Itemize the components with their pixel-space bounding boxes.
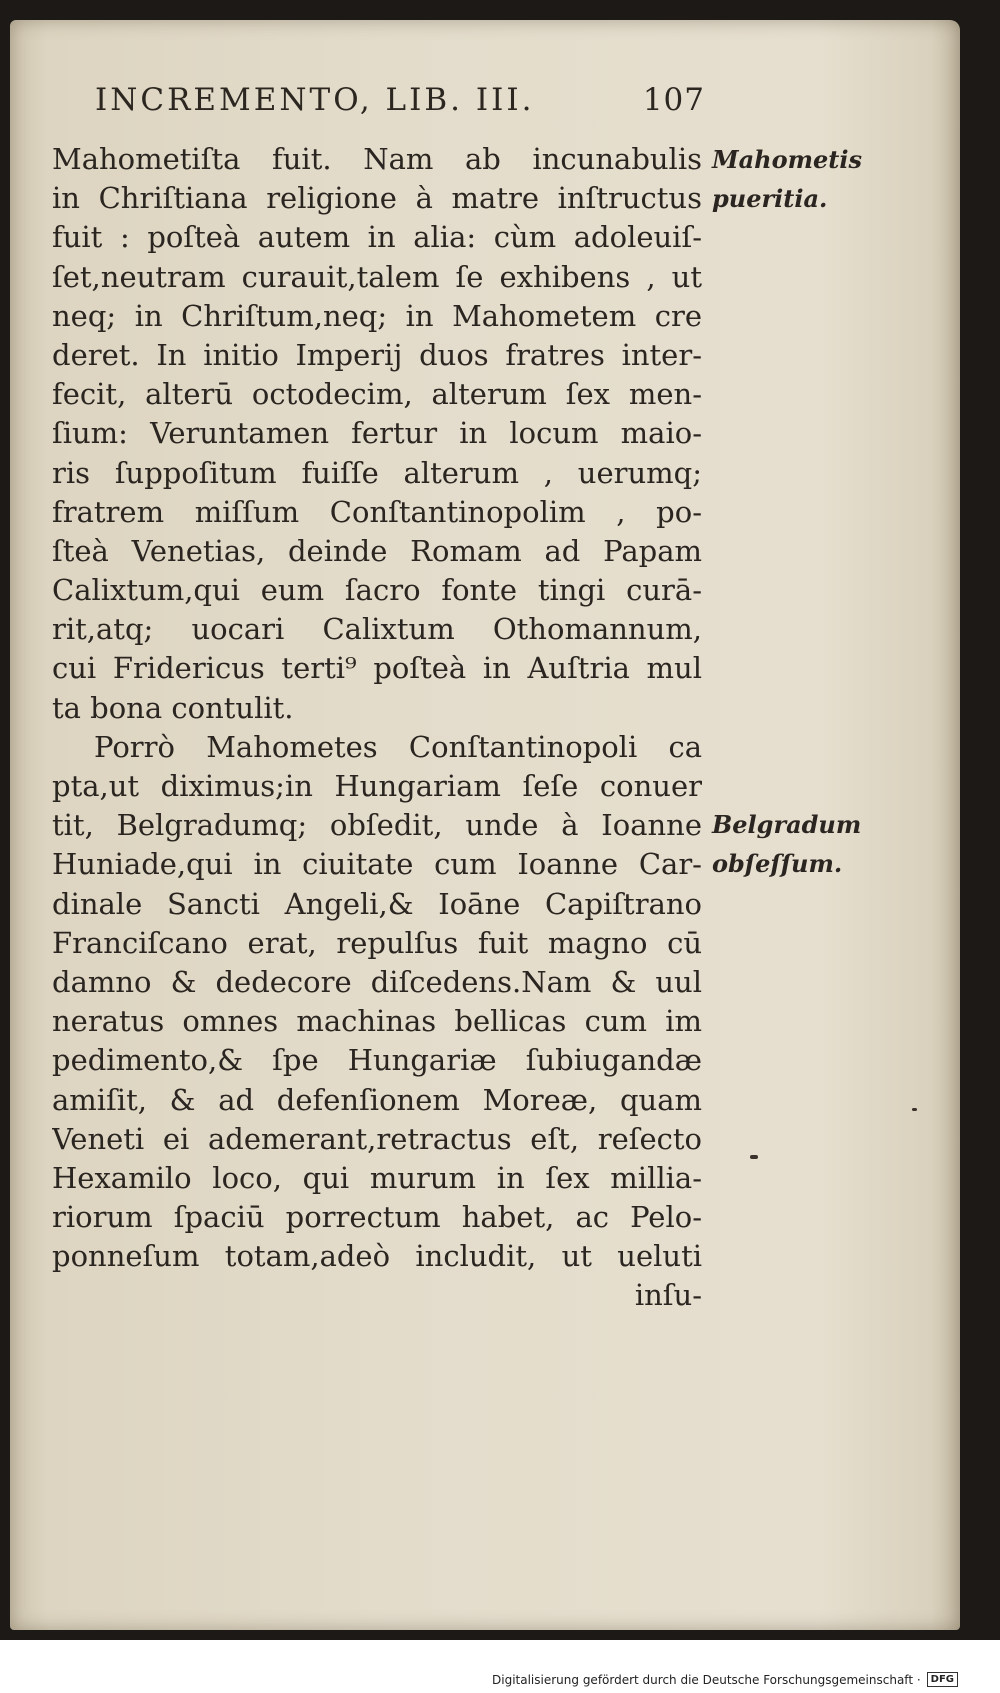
text-line: Hexamilo loco, qui murum in ſex millia- [52,1160,702,1195]
marginal-note-line: Belgradum [712,810,862,839]
text-line: neratus omnes machinas bellicas cum im [52,1004,702,1039]
dfg-logo: DFG [927,1672,958,1687]
text-line: pedimento,& ſpe Hungariæ ſubiugandæ [52,1043,702,1078]
text-line: pta,ut diximus;in Hungariam ſeſe conuer [52,769,702,803]
text-line: fratrem miſſum Conſtantinopolim , po- [52,494,702,529]
body-text [52,140,702,1316]
text-line: rit,atq; uocari Calixtum Othomannum, [52,612,702,647]
text-line: Mahometiſta fuit. Nam ab incunabulis [52,142,702,176]
marginal-note-mahometis [712,140,862,218]
running-head-title: INCREMENTO, LIB. III. [95,82,535,118]
text-line: ſet,neutram curauit,talem ſe exhibens , ut [52,259,702,294]
text-line: ponneſum totam,adeò includit, ut ueluti [52,1239,702,1274]
page-number: 107 [642,82,705,118]
text-line: fuit : poſteà autem in alia: cùm adoleuiſ- [52,220,702,255]
marginal-note-belgradum [712,805,861,883]
text-line: Huniade,qui in ciuitate cum Ioanne Car- [52,847,702,882]
text-line: deret. In initio Imperij duos fratres inter- [52,337,702,372]
text-line: in Chriſtiana religione à matre inſtructus [52,181,702,216]
text-line: neq; in Chriſtum,neq; in Mahometem cre [52,298,702,333]
text-line: Calixtum,qui eum ſacro fonte tingi curā- [52,573,702,608]
ink-speck [750,1155,758,1159]
marginal-note-line: Mahometis [712,145,862,174]
text-line: cui Fridericus terti⁹ poſteà in Auſtria mul [52,651,702,686]
text-line-paragraph-start: Porrò Mahometes Conſtantinopoli ca [94,729,702,764]
text-line: ris ſuppoſitum fuiſſe alterum , uerumq; [52,455,702,490]
catchword: inſu- [634,1278,702,1313]
digitization-credit: Digitalisierung gefördert durch die Deutsche Forschungsgemeinschaft · [492,1672,921,1687]
text-line: tit, Belgradumq; obſedit, unde à Ioanne [52,808,702,843]
digitization-footer [492,1672,958,1687]
text-line: damno & dedecore diſcedens.Nam & uul [52,964,702,999]
text-line: riorum ſpaciū porrectum habet, ac Pelo- [52,1200,702,1235]
marginal-note-line: pueritia. [712,184,828,214]
text-line: Franciſcano erat, repulſus fuit magno cū [52,925,702,960]
text-line: ſium: Veruntamen fertur in locum maio- [52,416,702,451]
running-head [95,82,705,118]
text-line: amiſit, & ad defenſionem Moreæ, quam [52,1082,702,1117]
text-line: Veneti ei ademerant,retractus eſt, reſecto [52,1121,702,1156]
text-line: fecit, alterū octodecim, alterum ſex men- [52,377,702,412]
text-line: dinale Sancti Angeli,& Ioāne Capiſtrano [52,886,702,921]
text-line: ſteà Venetias, deinde Romam ad Papam [52,533,702,568]
text-line: ta bona contulit. [52,690,294,725]
marginal-note-line: obſeſſum. [712,849,843,879]
ink-speck [912,1108,917,1111]
